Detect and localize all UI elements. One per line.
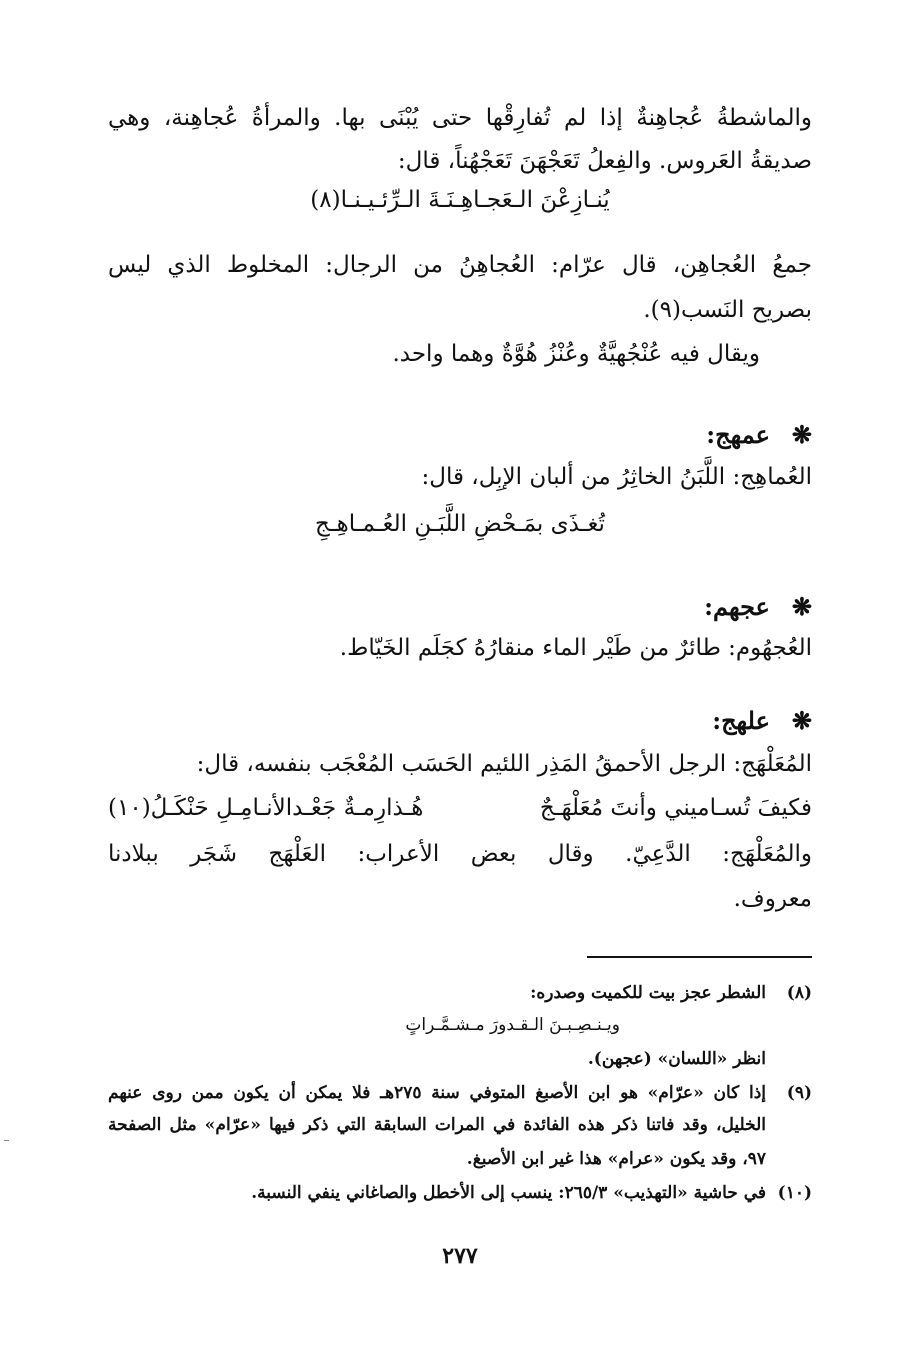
entry-heading bbox=[712, 706, 812, 735]
footnote bbox=[108, 980, 812, 1006]
star-icon: ❋ bbox=[791, 420, 812, 449]
footnote-text: إذا كان «عرّام» هو ابن الأصبغ المتوفي سنة ٢٧٥هـ فلا يمكن أن يكون ممن روى عنهم bbox=[108, 1083, 766, 1103]
verse-hemistich-right: فكيفَ تُسـاميني وأنتَ مُعَلْهَـجٌ bbox=[539, 795, 812, 821]
text-line: والمُعَلْهَج: الدَّعِيّ. وقال بعض الأعراب: العَلْهَج شَجَر ببلادنا bbox=[108, 841, 812, 867]
text-line: ويقال فيه عُنْجُهيَّةٌ وعُنْزُ هُوَّةٌ وهما واحد. bbox=[392, 341, 760, 367]
footnote-separator bbox=[587, 956, 812, 958]
footnote bbox=[108, 1180, 812, 1206]
verse-line: يُنـازِعْنَ الـعَجـاهِـنَـةَ الـرِّئـيـنـا(٨) bbox=[310, 187, 610, 213]
verse-line: تُغـذَى بمَـحْضِ اللَّبَـنِ العُـمـاهِـجِ bbox=[315, 511, 605, 537]
verse-hemistich-left: هُـذارِمـةٌ جَعْـدالأنـامِـلِ حَنْكَـلُ(١٠) bbox=[108, 795, 424, 821]
text-line: جمعُ العُجاهِن، قال عرّام: العُجاهِنُ من الرجال: المخلوط الذي ليس bbox=[108, 252, 812, 278]
footnote-text: الخليل، وقد فاتنا ذكر هذه الفائدة في المرات السابقة التي ذكر فيها «عرّام» مثل الصفحة bbox=[108, 1115, 766, 1135]
text-line: المُعَلْهَج: الرجل الأحمقُ المَذِر اللئيم الحَسَب المُعْجَب بنفسه، قال: bbox=[196, 751, 812, 777]
text-line: معروف. bbox=[733, 886, 812, 912]
footnote-text: انظر «اللسان» (عجهن). bbox=[587, 1049, 766, 1069]
text-line: صديقةُ العَروس. والفِعلُ تَعَجْهَنَ تَعَجْهُناً، قال: bbox=[397, 148, 812, 174]
footnote-text: ٩٧، وقد يكون «عرام» هذا غير ابن الأصبغ. bbox=[466, 1149, 766, 1169]
footnote-number: (٨) bbox=[786, 983, 812, 1003]
footnote-number: (١٠) bbox=[777, 1183, 812, 1203]
footnote-text: في حاشية «التهذيب» ٢٦٥/٣: ينسب إلى الأخطل والصاغاني ينفي النسبة. bbox=[251, 1183, 766, 1203]
entry-heading bbox=[706, 420, 812, 449]
text-line: العُماهِج: اللَّبَنُ الخاثِرُ من ألبان الإبِل، قال: bbox=[421, 464, 812, 490]
page-number: ٢٧٧ bbox=[442, 1243, 478, 1269]
footnote-text: الشطر عجز بيت للكميت وصدره: bbox=[530, 983, 766, 1003]
entry-heading bbox=[704, 592, 812, 621]
text-line: العُجهُوم: طائرٌ من طَيْر الماء منقارُهُ كجَلَم الخَيّاط. bbox=[339, 635, 812, 661]
entry-head-word: عجهم: bbox=[704, 592, 770, 621]
footnote-verse: ويـنـصِـبـنَ الـقـدورَ مـشـمَّـراتٍ bbox=[405, 1015, 620, 1035]
star-icon: ❋ bbox=[791, 592, 812, 621]
text-line: والماشطةُ عُجاهِنةٌ إذا لم تُفارِقْها حتى يُبْنَى بها. والمرأةُ عُجاهِنة، وهي bbox=[108, 105, 812, 131]
scan-mark bbox=[4, 1140, 9, 1141]
entry-head-word: عمهج: bbox=[706, 420, 770, 449]
footnote bbox=[108, 1080, 812, 1106]
text-line: بصريح النَسب(٩). bbox=[643, 297, 812, 323]
star-icon: ❋ bbox=[791, 706, 812, 735]
entry-head-word: علهج: bbox=[712, 706, 770, 735]
footnote-number: (٩) bbox=[786, 1083, 812, 1103]
